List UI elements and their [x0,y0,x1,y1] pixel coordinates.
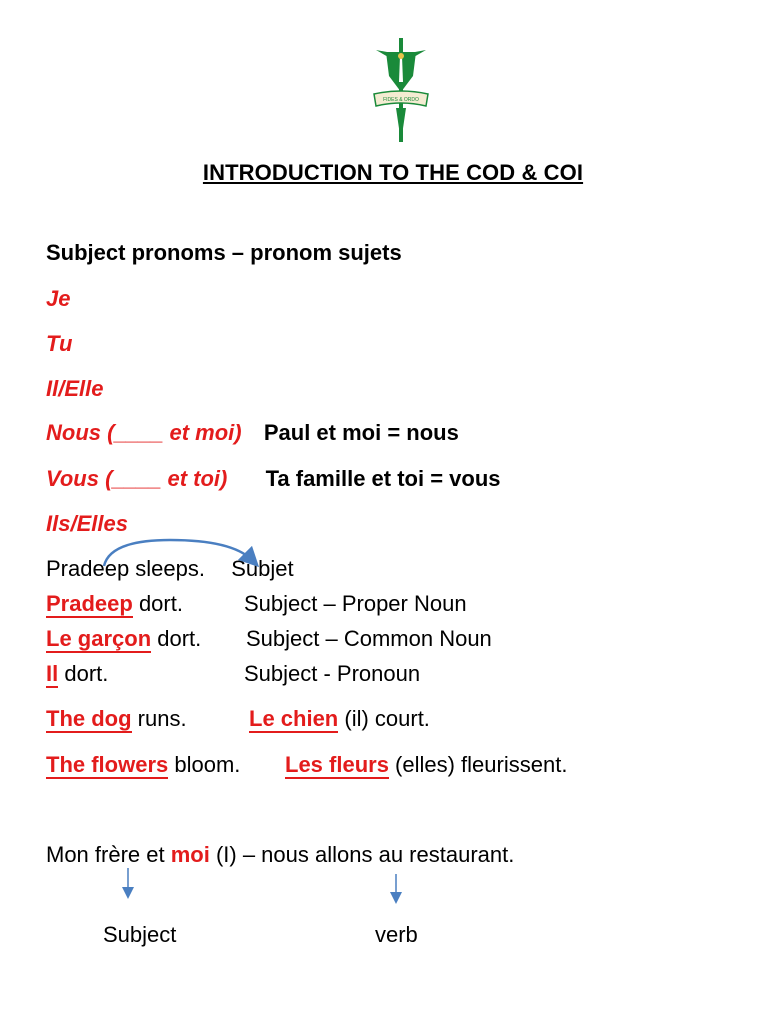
example-row-6 [46,752,568,778]
pronoun-il-elle: Il/Elle [46,376,104,401]
school-crest-icon [368,38,434,142]
sentence-part2: (I) – nous allons au restaurant. [209,842,515,867]
example-6-rest: bloom. [168,752,241,777]
example-3-label: Subject – Common Noun [246,626,492,651]
example-2-rest: dort. [132,591,183,616]
example-row-4 [46,661,421,687]
pronoun-nous: Nous (____ et moi) [46,420,242,445]
example-1-label: Subjet [231,556,294,581]
pronoun-vous-example: Ta famille et toi = vous [265,466,501,491]
pronoun-ils-elles: Ils/Elles [46,511,128,536]
svg-text:FIDES & ORDO: FIDES & ORDO [383,97,419,103]
example-1-text: Pradeep sleeps. [46,556,205,581]
example-6-word: The flowers [46,752,169,777]
example-4-word: Il [46,661,59,686]
page-title: INTRODUCTION TO THE COD & COI [202,160,584,185]
example-4-label: Subject - Pronoun [244,661,421,686]
example-5-word2: Le chien [249,706,339,731]
example-5-word: The dog [46,706,132,731]
pronouns-heading: Subject pronoms – pronom sujets [46,240,402,265]
pronoun-nous-row [46,420,459,446]
example-row-3 [46,626,492,652]
sentence-row [46,842,514,868]
sentence-part1: Mon frère et [46,842,171,867]
example-5-rest2: (il) court. [338,706,430,731]
example-3-rest: dort. [151,626,202,651]
label-verb: verb [375,922,418,947]
example-row-2 [46,591,467,617]
example-6-word2: Les fleurs [285,752,389,777]
sentence-moi: moi [170,842,210,867]
pronoun-tu: Tu [46,331,73,356]
pronoun-vous-row [46,466,501,492]
example-6-rest2: (elles) fleurissent. [388,752,568,777]
pronoun-nous-example: Paul et moi = nous [263,420,459,445]
example-5-rest: runs. [131,706,187,731]
pronoun-vous: Vous (____ et toi) [46,466,228,491]
example-row-1 [46,556,294,582]
example-4-rest: dort. [58,661,109,686]
label-subject: Subject [103,922,177,947]
pronoun-je: Je [46,286,71,311]
example-3-word: Le garçon [46,626,152,651]
example-2-word: Pradeep [46,591,133,616]
example-2-label: Subject – Proper Noun [244,591,467,616]
example-row-5 [46,706,430,732]
